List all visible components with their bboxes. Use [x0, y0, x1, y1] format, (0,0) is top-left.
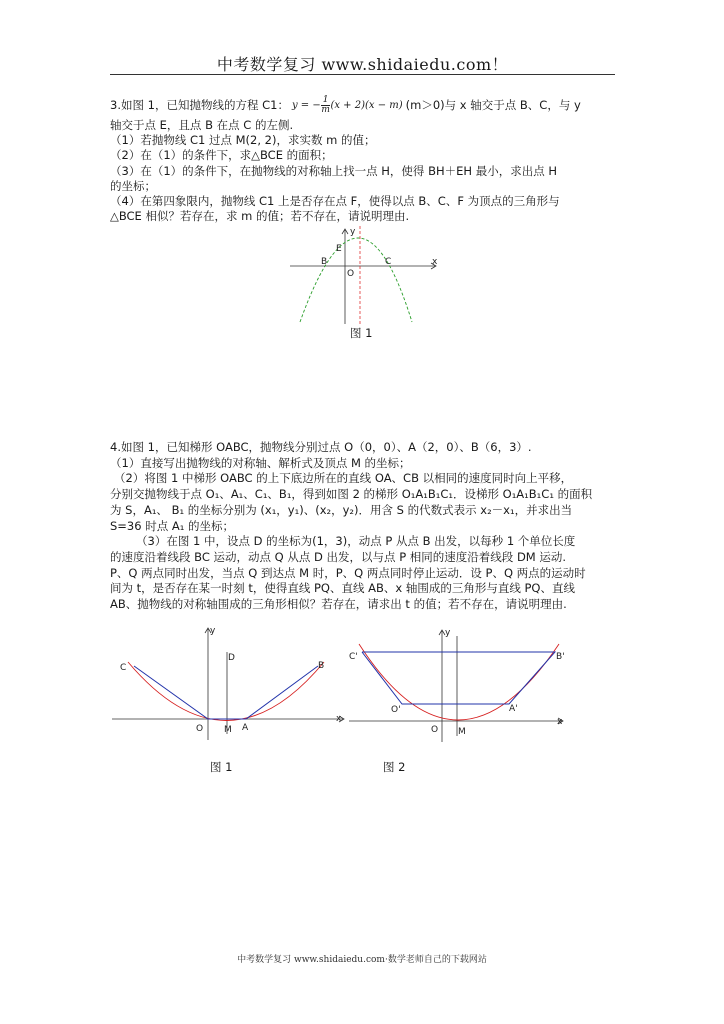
q4-line-3: （2）将图 1 中梯形 OABC 的上下底边所在的直线 OA、CB 以相同的速度同时向上平移， [114, 471, 573, 486]
q3-line-8: △BCE 相似？若存在，求 m 的值；若不存在，请说明理由. [110, 209, 410, 224]
question-3 [110, 96, 620, 224]
label-b: B [318, 661, 325, 671]
q3-line-4: （2）在（1）的条件下，求△BCE 的面积； [110, 148, 333, 163]
label-x: x [432, 257, 438, 267]
label-c1: C' [349, 652, 358, 662]
page-footer: 中考数学复习 www.shidaiedu.com·数学老师自己的下载网站 [237, 955, 487, 965]
q4-line-6: S=36 时点 A₁ 的坐标； [110, 518, 235, 533]
label-y: y [210, 626, 216, 636]
q4-line-2: （1）直接写出抛物线的对称轴、解析式及顶点 M 的坐标； [110, 455, 411, 470]
q4-figure-1 [110, 624, 350, 748]
q3-line-5: （3）在（1）的条件下，在抛物线的对称轴上找一点 H，使得 BH＋EH 最小，求出点 H [110, 163, 557, 178]
q3-graph [288, 226, 438, 326]
q3-line-1 [110, 96, 620, 115]
formula-y: y = − [291, 100, 321, 111]
q4-line-11: AB、抛物线的对称轴围成的三角形相似？若存在，请求出 t 的值；若不存在，请说明理由. [110, 597, 567, 612]
q4-figure-2 [347, 626, 572, 750]
label-c: C [120, 663, 127, 673]
label-x: x [557, 717, 563, 727]
q3-line-1-pre: 3.如图 1，已知抛物线的方程 C1： [110, 98, 289, 112]
q4-line-4: 分别交抛物线于点 O₁、A₁、C₁、B₁，得到如图 2 的梯形 O₁A₁B₁C₁．设梯形 O₁A₁B₁C₁ 的面积 [110, 487, 593, 502]
label-b1: B' [556, 652, 565, 662]
label-c: C [385, 257, 392, 267]
q3-formula [292, 96, 403, 115]
q3-figure [288, 226, 438, 330]
q4-line-8: 的速度沿着线段 BC 运动，动点 Q 从点 D 出发，以与点 P 相同的速度沿着线段 DM 运动. [110, 549, 567, 564]
label-a1: A' [509, 704, 518, 714]
trapezoid-oabc [134, 666, 318, 719]
q4-line-9: P、Q 两点同时出发，当点 Q 到达点 M 时，P、Q 两点同时停止运动．设 P、Q 两点的运动时 [110, 565, 586, 580]
q3-line-1-post: (m＞0)与 x 轴交于点 B、C，与 y [405, 98, 581, 112]
label-o: O [196, 724, 204, 734]
q4-line-5: 为 S，A₁、 B₁ 的坐标分别为 (x₁，y₁)、(x₂，y₂)．用含 S 的代数式表示 x₂－x₁，并求出当 [110, 502, 573, 517]
q4-line-7: （3）在图 1 中，设点 D 的坐标为(1，3)，动点 P 从点 B 出发，以每秒 1 个单位长度 [136, 534, 576, 549]
label-m: M [458, 727, 466, 737]
q4-graph-2 [347, 626, 572, 746]
label-e: E [336, 244, 342, 254]
fraction-numerator: 1 [322, 95, 329, 105]
page-header: 中考数学复习 www.shidaiedu.com！ [216, 55, 509, 74]
label-b: B [321, 257, 328, 267]
label-m: M [224, 725, 232, 735]
label-a: A [242, 723, 249, 733]
q3-figure-caption: 图 1 [350, 326, 373, 340]
label-y: y [445, 628, 451, 638]
label-o1: O' [391, 705, 401, 715]
question-4 [110, 440, 620, 613]
q4-figure-2-caption: 图 2 [383, 760, 406, 774]
label-d: D [228, 653, 235, 663]
q4-graph-1 [110, 624, 350, 744]
q4-figure-1-caption: 图 1 [210, 760, 233, 774]
parabola [128, 662, 324, 721]
label-o: O [431, 725, 439, 735]
formula-factors: (x + 2)(x − m) [330, 100, 403, 111]
q4-line-10: 间为 t，是否存在某一时刻 t，使得直线 PQ、直线 AB、x 轴围成的三角形与直线 PQ、直线 [110, 581, 575, 596]
fraction-denominator: m [321, 105, 330, 115]
q3-line-2: 轴交于点 E，且点 B 在点 C 的左侧. [110, 118, 294, 132]
q3-line-6: 的坐标； [110, 178, 156, 193]
trapezoid-o1a1b1c1 [362, 652, 555, 704]
label-x: x [336, 714, 342, 724]
parabola-c1 [300, 238, 412, 322]
header-divider [110, 74, 615, 75]
label-o: O [347, 269, 355, 279]
label-y: y [350, 227, 356, 237]
q4-line-1: 4.如图 1，已知梯形 OABC，抛物线分别过点 O（0，0）、A（2，0）、B（6，3）. [110, 440, 532, 454]
q3-line-3: （1）若抛物线 C1 过点 M(2, 2)，求实数 m 的值； [110, 133, 376, 148]
formula-fraction [321, 96, 331, 115]
q3-line-7: （4）在第四象限内，抛物线 C1 上是否存在点 F，使得以点 B、C、F 为顶点的三角形与 [110, 194, 560, 209]
